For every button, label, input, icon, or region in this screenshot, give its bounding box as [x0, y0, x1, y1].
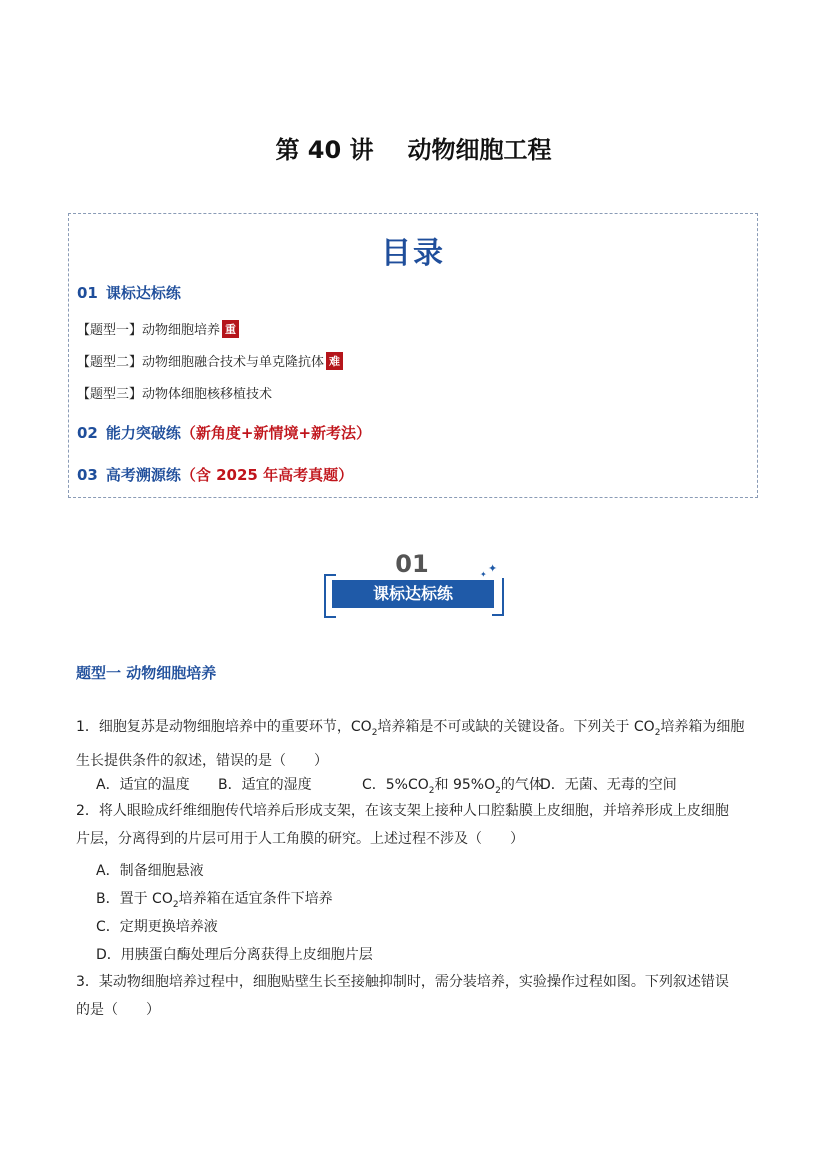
question-1-line-1: 1．细胞复苏是动物细胞培养中的重要环节，$CO_2$培养箱是不可或缺的关键设备。下列关于 $CO_2$培养箱为细胞 — [76, 719, 745, 738]
question-2-line-1: 2．将人眼睑成纤维细胞传代培养后形成支架，在该支架上接种人口腔黏膜上皮细胞，并培养形成上皮细胞 — [76, 803, 729, 819]
q2-option-c[interactable]: C．定期更换培养液 — [96, 919, 218, 935]
banner-number: 01 — [395, 550, 429, 578]
sparkle-icon: ✦ — [488, 562, 498, 575]
toc-section-3-extra: （含 2025 年高考真题） — [180, 466, 354, 484]
question-3-line-2: 的是（ ） — [76, 1002, 160, 1018]
question-3 — [76, 968, 756, 1024]
toc-section-3[interactable] — [77, 464, 353, 485]
banner-label: 课标达标练 — [332, 580, 494, 608]
toc-item-label: 【题型二】动物细胞融合技术与单克隆抗体 — [77, 355, 325, 370]
toc-item-type-1[interactable] — [77, 319, 239, 338]
section-banner — [322, 548, 508, 620]
lecture-number: 第 40 讲 — [275, 136, 374, 164]
key-badge: 重 — [222, 320, 239, 338]
q2-option-a[interactable]: A．制备细胞悬液 — [96, 863, 204, 879]
page-title — [0, 130, 827, 165]
sparkle-small-icon: ✦ — [480, 570, 487, 579]
q1-option-d[interactable]: D．无菌、无毒的空间 — [540, 777, 677, 793]
q1-option-c[interactable]: C．$5\%CO_2$和 $95\%O_2$的气体 — [362, 777, 543, 796]
toc-section-1[interactable] — [77, 282, 181, 303]
toc-section-3-num: 03 — [77, 466, 98, 484]
toc-section-2-label: 能力突破练 — [105, 424, 181, 442]
question-1 — [76, 713, 756, 775]
toc-section-1-num: 01 — [77, 284, 98, 302]
q2-option-d[interactable]: D．用胰蛋白酶处理后分离获得上皮细胞片层 — [96, 947, 373, 963]
toc-item-label: 【题型一】动物细胞培养 — [77, 323, 221, 338]
toc-section-1-label: 课标达标练 — [105, 284, 181, 302]
question-2-line-2: 片层，分离得到的片层可用于人工角膜的研究。上述过程不涉及（ ） — [76, 831, 524, 847]
q2-option-b[interactable]: B．置于 $CO_2$培养箱在适宜条件下培养 — [96, 891, 333, 910]
section-heading: 题型一 动物细胞培养 — [76, 664, 217, 682]
toc-item-type-2[interactable] — [77, 351, 343, 370]
question-3-line-1: 3．某动物细胞培养过程中，细胞贴壁生长至接触抑制时，需分装培养，实验操作过程如图。下列叙述错误 — [76, 974, 729, 990]
table-of-contents — [68, 213, 758, 498]
toc-item-label: 【题型三】动物体细胞核移植技术 — [77, 387, 273, 402]
toc-section-2-num: 02 — [77, 424, 98, 442]
toc-section-2[interactable] — [77, 422, 371, 443]
question-1-line-2: 生长提供条件的叙述，错误的是（ ） — [76, 752, 328, 769]
q1-option-a[interactable]: A．适宜的温度 — [96, 777, 190, 793]
q1-option-b[interactable]: B．适宜的湿度 — [218, 777, 312, 793]
question-2 — [76, 797, 756, 853]
lecture-topic: 动物细胞工程 — [407, 136, 552, 164]
toc-heading: 目录 — [381, 236, 445, 271]
toc-section-3-label: 高考溯源练 — [105, 466, 181, 484]
toc-section-2-extra: （新角度+新情境+新考法） — [180, 424, 372, 442]
hard-badge: 难 — [326, 352, 343, 370]
toc-item-type-3[interactable] — [77, 383, 272, 402]
